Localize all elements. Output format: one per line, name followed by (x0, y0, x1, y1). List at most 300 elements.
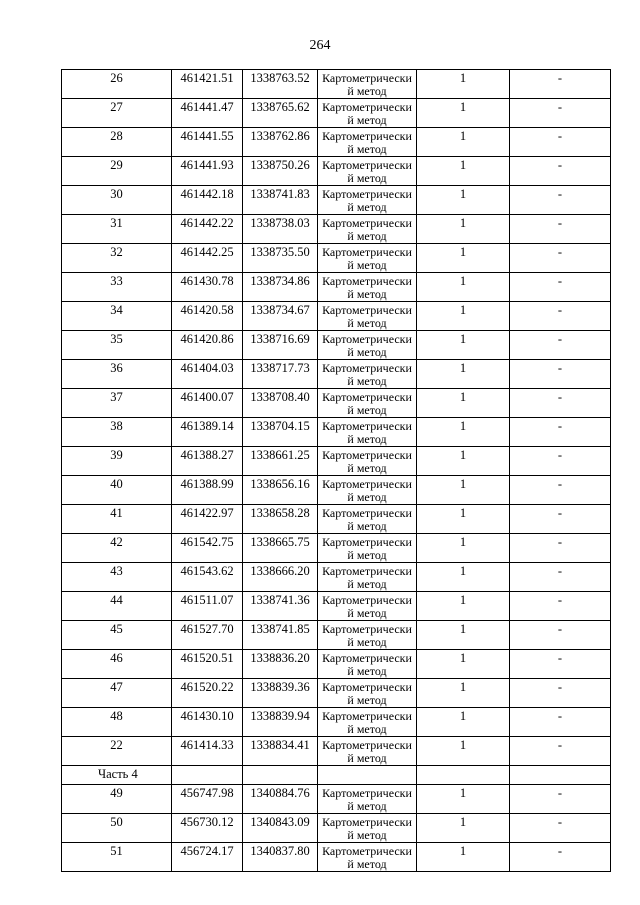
coord-x: 461542.75 (180, 535, 234, 549)
method-cell (318, 814, 417, 843)
method-text (318, 534, 416, 562)
table-row (62, 785, 611, 814)
coord-x: 461442.25 (180, 245, 234, 259)
note-cell (510, 505, 611, 534)
note: - (557, 593, 563, 607)
coord-y-cell (243, 418, 318, 447)
note-cell (510, 563, 611, 592)
method-line-1: Картометрически (322, 506, 412, 520)
coord-y: 1338834.41 (250, 738, 310, 752)
table-row (62, 331, 611, 360)
note: - (557, 129, 563, 143)
method-line-1: Картометрически (322, 245, 412, 259)
point-number-cell (62, 814, 172, 843)
coord-y-cell (243, 99, 318, 128)
method-line-2: й метод (347, 432, 387, 446)
table-row (62, 476, 611, 505)
coord-y: 1338839.94 (250, 709, 310, 723)
method-line-2: й метод (347, 316, 387, 330)
method-line-2: й метод (347, 345, 387, 359)
coord-x-cell (172, 534, 243, 563)
point-number: 44 (110, 593, 123, 607)
coord-y-cell (243, 650, 318, 679)
accuracy-cell (417, 621, 510, 650)
method-line-2: й метод (347, 374, 387, 388)
method-line-1: Картометрически (322, 709, 412, 723)
coord-x: 461520.51 (180, 651, 234, 665)
coord-x: 461420.86 (180, 332, 234, 346)
coord-x: 461421.51 (180, 71, 234, 85)
method-line-2: й метод (347, 799, 387, 813)
method-cell (318, 505, 417, 534)
point-number-cell (62, 785, 172, 814)
accuracy-cell (417, 186, 510, 215)
coord-y: 1338658.28 (250, 506, 310, 520)
coord-x-cell (172, 476, 243, 505)
coord-y-cell (243, 215, 318, 244)
method-line-2: й метод (347, 548, 387, 562)
note: - (557, 815, 563, 829)
coord-y: 1338704.15 (250, 419, 310, 433)
method-text (318, 302, 416, 330)
accuracy-cell (417, 650, 510, 679)
coord-y: 1338741.83 (250, 187, 310, 201)
accuracy-cell (417, 128, 510, 157)
point-number: 50 (110, 815, 123, 829)
note: - (557, 100, 563, 114)
method-text (318, 679, 416, 707)
method-cell (318, 737, 417, 766)
point-number: 34 (110, 303, 123, 317)
accuracy: 1 (459, 303, 467, 317)
coord-x: 461520.22 (180, 680, 234, 694)
method-cell (318, 128, 417, 157)
accuracy: 1 (459, 390, 467, 404)
point-number: 35 (110, 332, 123, 346)
coord-x: 461430.78 (180, 274, 234, 288)
accuracy: 1 (459, 245, 467, 259)
method-line-1: Картометрически (322, 303, 412, 317)
method-text (318, 273, 416, 301)
method-line-1: Картометрически (322, 564, 412, 578)
accuracy: 1 (459, 332, 467, 346)
note-cell (510, 814, 611, 843)
method-line-2: й метод (347, 200, 387, 214)
note-cell (510, 679, 611, 708)
coord-x-cell (172, 360, 243, 389)
note-cell (510, 186, 611, 215)
method-text (318, 505, 416, 533)
accuracy-cell (417, 534, 510, 563)
accuracy-cell (417, 563, 510, 592)
method-cell (318, 447, 417, 476)
coord-x-cell (172, 650, 243, 679)
coord-x: 461442.22 (180, 216, 234, 230)
coord-y-cell (243, 505, 318, 534)
coord-x-cell (172, 128, 243, 157)
method-line-2: й метод (347, 142, 387, 156)
coord-x: 456730.12 (180, 815, 234, 829)
method-line-2: й метод (347, 403, 387, 417)
method-text (318, 360, 416, 388)
method-text (318, 592, 416, 620)
method-text (318, 843, 416, 871)
point-number: 46 (110, 651, 123, 665)
table-row (62, 157, 611, 186)
point-number-cell (62, 273, 172, 302)
point-number-cell (62, 650, 172, 679)
accuracy-cell (417, 785, 510, 814)
point-number: 27 (110, 100, 123, 114)
table-row (62, 447, 611, 476)
accuracy-cell (417, 273, 510, 302)
table-row (62, 814, 611, 843)
coord-x-cell (172, 244, 243, 273)
coord-y: 1338839.36 (250, 680, 310, 694)
point-number: 36 (110, 361, 123, 375)
coord-x-cell (172, 99, 243, 128)
coord-y-cell (243, 621, 318, 650)
accuracy: 1 (459, 187, 467, 201)
method-text (318, 737, 416, 765)
table-body-part-a (62, 70, 611, 766)
coord-x: 461511.07 (180, 593, 234, 607)
empty-cell (318, 766, 417, 785)
point-number-cell (62, 99, 172, 128)
method-text (318, 418, 416, 446)
coord-y: 1338765.62 (250, 100, 310, 114)
coord-y-cell (243, 447, 318, 476)
point-number-cell (62, 505, 172, 534)
point-number-cell (62, 843, 172, 872)
coord-x-cell (172, 447, 243, 476)
method-cell (318, 621, 417, 650)
point-number: 28 (110, 129, 123, 143)
coord-y-cell (243, 70, 318, 99)
method-line-1: Картометрически (322, 680, 412, 694)
accuracy: 1 (459, 535, 467, 549)
method-cell (318, 215, 417, 244)
accuracy-cell (417, 814, 510, 843)
accuracy-cell (417, 331, 510, 360)
coord-y: 1338750.26 (250, 158, 310, 172)
table-row (62, 273, 611, 302)
table-row (62, 389, 611, 418)
coord-y: 1338717.73 (250, 361, 310, 375)
note: - (557, 361, 563, 375)
point-number: 45 (110, 622, 123, 636)
point-number-cell (62, 563, 172, 592)
note: - (557, 564, 563, 578)
coord-x-cell (172, 302, 243, 331)
coord-x: 461543.62 (180, 564, 234, 578)
note-cell (510, 302, 611, 331)
note: - (557, 419, 563, 433)
point-number: 30 (110, 187, 123, 201)
method-cell (318, 708, 417, 737)
coord-x: 461441.93 (180, 158, 234, 172)
coord-x-cell (172, 679, 243, 708)
coord-x: 461420.58 (180, 303, 234, 317)
point-number: 47 (110, 680, 123, 694)
point-number: 26 (110, 71, 123, 85)
point-number: 49 (110, 786, 123, 800)
coord-x-cell (172, 157, 243, 186)
coord-y: 1338741.85 (250, 622, 310, 636)
accuracy: 1 (459, 274, 467, 288)
method-cell (318, 389, 417, 418)
coord-y: 1340884.76 (250, 786, 310, 800)
coord-x-cell (172, 70, 243, 99)
table-row (62, 621, 611, 650)
method-line-2: й метод (347, 857, 387, 871)
accuracy: 1 (459, 100, 467, 114)
coord-x: 461404.03 (180, 361, 234, 375)
method-line-1: Картометрически (322, 844, 412, 858)
method-line-2: й метод (347, 171, 387, 185)
note: - (557, 448, 563, 462)
method-line-1: Картометрически (322, 100, 412, 114)
accuracy: 1 (459, 506, 467, 520)
method-cell (318, 157, 417, 186)
table-row (62, 650, 611, 679)
accuracy: 1 (459, 71, 467, 85)
coord-y-cell (243, 302, 318, 331)
note-cell (510, 128, 611, 157)
coord-x: 456724.17 (180, 844, 234, 858)
point-number: 37 (110, 390, 123, 404)
point-number: 31 (110, 216, 123, 230)
method-cell (318, 843, 417, 872)
note: - (557, 738, 563, 752)
method-line-1: Картометрически (322, 158, 412, 172)
note-cell (510, 273, 611, 302)
coord-y-cell (243, 360, 318, 389)
coord-x-cell (172, 708, 243, 737)
coord-y: 1338836.20 (250, 651, 310, 665)
method-line-2: й метод (347, 577, 387, 591)
point-number-cell (62, 447, 172, 476)
table-row (62, 244, 611, 273)
point-number-cell (62, 157, 172, 186)
coord-x: 461422.97 (180, 506, 234, 520)
method-text (318, 70, 416, 98)
coord-x: 461442.18 (180, 187, 234, 201)
coord-y: 1338666.20 (250, 564, 310, 578)
note: - (557, 332, 563, 346)
coord-x-cell (172, 505, 243, 534)
note: - (557, 709, 563, 723)
point-number: 29 (110, 158, 123, 172)
method-cell (318, 360, 417, 389)
table-row (62, 592, 611, 621)
empty-cell (510, 766, 611, 785)
table-row (62, 302, 611, 331)
method-line-2: й метод (347, 461, 387, 475)
method-line-2: й метод (347, 258, 387, 272)
point-number: 40 (110, 477, 123, 491)
coord-y: 1338738.03 (250, 216, 310, 230)
point-number-cell (62, 360, 172, 389)
coord-y-cell (243, 737, 318, 766)
accuracy-cell (417, 244, 510, 273)
coord-x-cell (172, 186, 243, 215)
method-line-1: Картометрически (322, 651, 412, 665)
method-line-2: й метод (347, 229, 387, 243)
coord-y: 1338661.25 (250, 448, 310, 462)
method-cell (318, 244, 417, 273)
coord-x-cell (172, 389, 243, 418)
method-cell (318, 592, 417, 621)
table-row (62, 215, 611, 244)
method-line-1: Картометрически (322, 815, 412, 829)
accuracy: 1 (459, 216, 467, 230)
table-row (62, 99, 611, 128)
coord-y-cell (243, 331, 318, 360)
method-line-2: й метод (347, 84, 387, 98)
coord-y-cell (243, 244, 318, 273)
point-number-cell (62, 389, 172, 418)
coord-y: 1338741.36 (250, 593, 310, 607)
point-number-cell (62, 244, 172, 273)
note-cell (510, 447, 611, 476)
point-number-cell (62, 737, 172, 766)
note: - (557, 651, 563, 665)
accuracy: 1 (459, 477, 467, 491)
coord-y: 1338656.16 (250, 477, 310, 491)
accuracy-cell (417, 737, 510, 766)
coord-y: 1338762.86 (250, 129, 310, 143)
note-cell (510, 650, 611, 679)
coord-y-cell (243, 679, 318, 708)
method-line-2: й метод (347, 693, 387, 707)
method-line-1: Картометрически (322, 738, 412, 752)
note: - (557, 535, 563, 549)
empty-cell (417, 766, 510, 785)
accuracy: 1 (459, 651, 467, 665)
point-number-cell (62, 215, 172, 244)
note-cell (510, 70, 611, 99)
coord-y-cell (243, 128, 318, 157)
point-number-cell (62, 302, 172, 331)
point-number: 39 (110, 448, 123, 462)
point-number-cell (62, 621, 172, 650)
coord-y: 1340843.09 (250, 815, 310, 829)
note: - (557, 477, 563, 491)
point-number: 51 (110, 844, 123, 858)
accuracy-cell (417, 418, 510, 447)
note-cell (510, 476, 611, 505)
table-row (62, 128, 611, 157)
method-text (318, 128, 416, 156)
method-cell (318, 534, 417, 563)
accuracy-cell (417, 447, 510, 476)
note: - (557, 187, 563, 201)
coord-x-cell (172, 621, 243, 650)
point-number-cell (62, 70, 172, 99)
coord-x: 461388.99 (180, 477, 234, 491)
coord-y: 1338734.86 (250, 274, 310, 288)
method-line-2: й метод (347, 113, 387, 127)
coord-x: 461388.27 (180, 448, 234, 462)
accuracy: 1 (459, 844, 467, 858)
method-cell (318, 650, 417, 679)
coord-y: 1338665.75 (250, 535, 310, 549)
coord-y: 1338735.50 (250, 245, 310, 259)
coord-x-cell (172, 215, 243, 244)
table-row (62, 737, 611, 766)
method-cell (318, 563, 417, 592)
coord-x-cell (172, 814, 243, 843)
coord-y-cell (243, 273, 318, 302)
note: - (557, 216, 563, 230)
table-row (62, 186, 611, 215)
method-cell (318, 70, 417, 99)
empty-cell (172, 766, 243, 785)
point-number: 41 (110, 506, 123, 520)
coord-x: 461414.33 (180, 738, 234, 752)
note-cell (510, 215, 611, 244)
coord-x-cell (172, 592, 243, 621)
accuracy-cell (417, 679, 510, 708)
note-cell (510, 621, 611, 650)
method-cell (318, 418, 417, 447)
coord-y-cell (243, 476, 318, 505)
section-row (62, 766, 611, 785)
method-text (318, 563, 416, 591)
coord-y: 1340837.80 (250, 844, 310, 858)
note-cell (510, 418, 611, 447)
point-number: 32 (110, 245, 123, 259)
point-number-cell (62, 534, 172, 563)
note-cell (510, 708, 611, 737)
method-cell (318, 331, 417, 360)
accuracy-cell (417, 157, 510, 186)
point-number-cell (62, 679, 172, 708)
method-line-2: й метод (347, 722, 387, 736)
table-row (62, 70, 611, 99)
note: - (557, 274, 563, 288)
coord-y: 1338708.40 (250, 390, 310, 404)
coord-x-cell (172, 843, 243, 872)
method-text (318, 244, 416, 272)
note-cell (510, 157, 611, 186)
method-text (318, 650, 416, 678)
method-line-2: й метод (347, 287, 387, 301)
coord-y-cell (243, 814, 318, 843)
method-cell (318, 679, 417, 708)
method-line-1: Картометрически (322, 361, 412, 375)
accuracy-cell (417, 592, 510, 621)
empty-cell (243, 766, 318, 785)
coord-x-cell (172, 563, 243, 592)
coord-x-cell (172, 331, 243, 360)
note: - (557, 71, 563, 85)
method-line-1: Картометрически (322, 216, 412, 230)
method-text (318, 476, 416, 504)
accuracy: 1 (459, 709, 467, 723)
method-text (318, 99, 416, 127)
coord-y-cell (243, 563, 318, 592)
coord-y: 1338716.69 (250, 332, 310, 346)
method-line-1: Картометрически (322, 71, 412, 85)
table-row (62, 679, 611, 708)
point-number-cell (62, 592, 172, 621)
accuracy: 1 (459, 786, 467, 800)
coord-x: 461441.47 (180, 100, 234, 114)
accuracy-cell (417, 843, 510, 872)
method-line-1: Картометрически (322, 390, 412, 404)
